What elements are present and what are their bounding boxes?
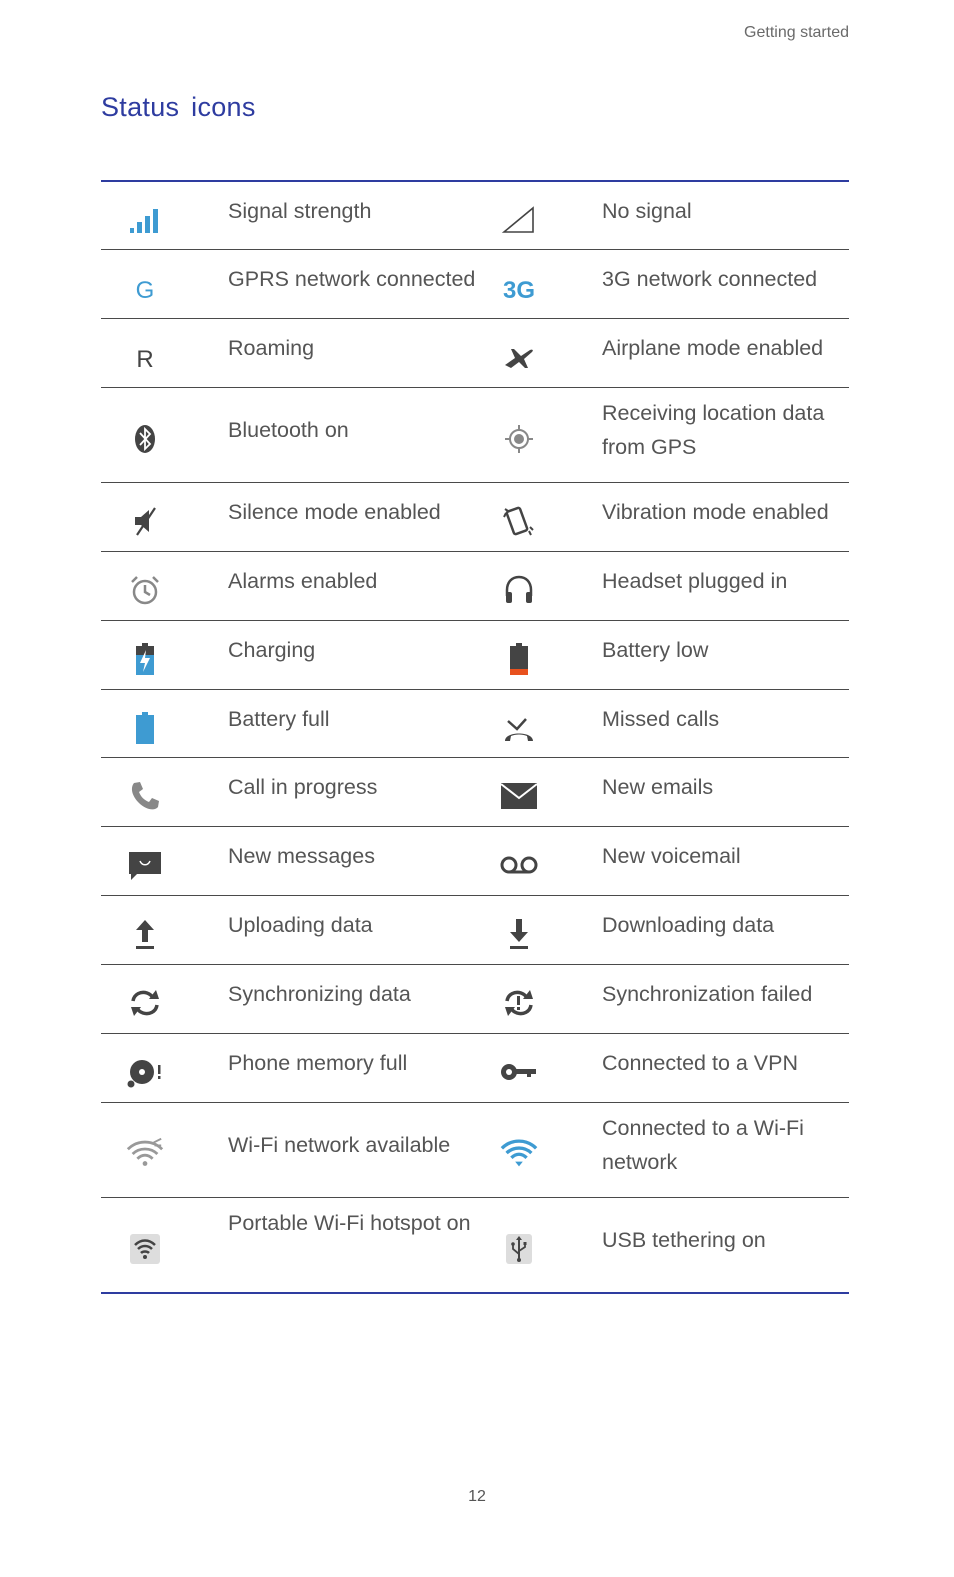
- status-label: Portable Wi-Fi hotspot on: [228, 1211, 471, 1235]
- bluetooth-icon: [125, 419, 165, 459]
- svg-text:G: G: [135, 277, 155, 303]
- status-label: Airplane mode enabled: [602, 336, 824, 360]
- download-icon: [499, 914, 539, 954]
- status-label: Synchronizing data: [228, 982, 411, 1006]
- status-icons-table: [101, 180, 849, 1294]
- status-label: Headset plugged in: [602, 569, 788, 593]
- status-label: Alarms enabled: [228, 569, 378, 593]
- table-row: [101, 621, 849, 690]
- gprs-icon: [125, 268, 165, 308]
- table-row: [101, 1103, 849, 1198]
- status-label: New voicemail: [602, 844, 741, 868]
- charging-icon: [125, 639, 165, 679]
- roaming-icon: [125, 337, 165, 377]
- page-number: 12: [468, 1488, 486, 1505]
- status-label: Synchronization failed: [602, 982, 813, 1006]
- table-row: [101, 250, 849, 319]
- silence-icon: [125, 501, 165, 541]
- status-label: Downloading data: [602, 913, 775, 937]
- memory-full-icon: [125, 1052, 165, 1092]
- status-label: Charging: [228, 638, 316, 662]
- table-row: [101, 483, 849, 552]
- voicemail-icon: [499, 845, 539, 885]
- message-icon: [125, 845, 165, 885]
- table-row: [101, 388, 849, 483]
- missed-call-icon: [499, 708, 539, 748]
- svg-text:3G: 3G: [502, 277, 536, 303]
- email-icon: [499, 776, 539, 816]
- status-label: 3G network connected: [602, 267, 818, 291]
- table-row: [101, 965, 849, 1034]
- vibration-icon: [499, 501, 539, 541]
- status-label: Connected to a VPN: [602, 1051, 799, 1075]
- status-label: Call in progress: [228, 775, 378, 799]
- vpn-key-icon: [499, 1052, 539, 1092]
- status-label: GPRS network connected: [228, 267, 476, 291]
- status-label: USB tethering on: [602, 1228, 766, 1252]
- call-icon: [125, 776, 165, 816]
- status-label: New messages: [228, 844, 375, 868]
- no-signal-icon: [499, 200, 539, 240]
- table-row: [101, 758, 849, 827]
- status-label: Wi-Fi network available: [228, 1133, 451, 1157]
- table-row: [101, 1034, 849, 1103]
- airplane-icon: [499, 337, 539, 377]
- svg-text:R: R: [136, 346, 154, 372]
- table-row: [101, 552, 849, 621]
- signal-strength-icon: [125, 200, 165, 240]
- wifi-connected-icon: [499, 1134, 539, 1174]
- status-label: Bluetooth on: [228, 418, 349, 442]
- gps-icon: [499, 419, 539, 459]
- status-label: Uploading data: [228, 913, 373, 937]
- usb-tether-icon: [499, 1229, 539, 1269]
- hotspot-icon: [125, 1229, 165, 1269]
- status-label: Phone memory full: [228, 1051, 408, 1075]
- status-label: Battery low: [602, 638, 709, 662]
- table-row: [101, 319, 849, 388]
- status-label: Missed calls: [602, 707, 720, 731]
- status-label: Silence mode enabled: [228, 500, 441, 524]
- table-row: [101, 690, 849, 758]
- status-label: Signal strength: [228, 199, 372, 223]
- battery-low-icon: [499, 639, 539, 679]
- battery-full-icon: [125, 708, 165, 748]
- status-label: New emails: [602, 775, 714, 799]
- status-label: Connected to a Wi-Fi network: [602, 1116, 804, 1174]
- table-row: [101, 896, 849, 965]
- upload-icon: [125, 914, 165, 954]
- 3g-icon: [499, 268, 539, 308]
- sync-icon: [125, 983, 165, 1023]
- page-title: Status icons: [101, 92, 256, 122]
- table-row: [101, 182, 849, 250]
- status-label: Roaming: [228, 336, 315, 360]
- table-row: [101, 827, 849, 896]
- headset-icon: [499, 570, 539, 610]
- status-label: No signal: [602, 199, 692, 223]
- alarm-icon: [125, 570, 165, 610]
- sync-failed-icon: [499, 983, 539, 1023]
- status-label: Vibration mode enabled: [602, 500, 829, 524]
- wifi-available-icon: [125, 1134, 165, 1174]
- running-header: Getting started: [744, 24, 849, 41]
- status-label: Battery full: [228, 707, 330, 731]
- table-row: [101, 1198, 849, 1292]
- status-label: Receiving location data from GPS: [602, 401, 825, 459]
